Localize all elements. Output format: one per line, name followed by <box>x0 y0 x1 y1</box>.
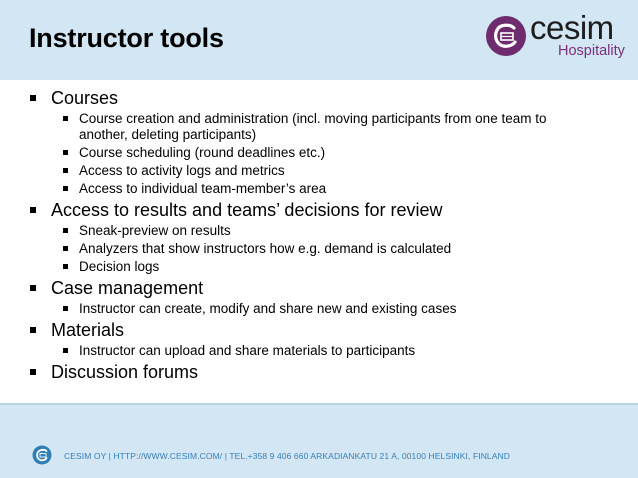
slide-title: Instructor tools <box>29 23 224 53</box>
square-bullet-icon <box>30 369 36 375</box>
sub-bullet-list <box>0 301 638 317</box>
cesim-footer-icon <box>32 445 52 465</box>
square-bullet-icon <box>30 327 36 333</box>
sub-bullet-list <box>0 343 638 359</box>
bullet-item <box>0 199 638 275</box>
bullet-text: Access to results and teams’ decisions for review <box>51 200 443 220</box>
bullet-item <box>0 361 638 383</box>
square-bullet-icon <box>63 228 68 233</box>
sub-bullet-text: Analyzers that show instructors how e.g. demand is calculated <box>79 241 452 256</box>
bullet-text: Materials <box>51 320 125 340</box>
square-bullet-icon <box>63 264 68 269</box>
sub-bullet-item <box>0 223 638 239</box>
sub-bullet-item <box>0 163 638 179</box>
sub-bullet-item <box>0 145 638 161</box>
square-bullet-icon <box>63 168 68 173</box>
bullet-text: Case management <box>51 278 204 298</box>
sub-bullet-text: Decision logs <box>79 259 160 274</box>
sub-bullet-item <box>0 301 638 317</box>
square-bullet-icon <box>63 150 68 155</box>
footer-contact: CESIM OY | HTTP://WWW.CESIM.COM/ | TEL.+358 9 406 660 ARKADIANKATU 21 A, 00100 HELSINKI, FINLAND <box>64 451 511 461</box>
sub-bullet-text: Instructor can upload and share materials to participants <box>79 343 416 358</box>
sub-bullet-text: Course scheduling (round deadlines etc.) <box>79 145 326 160</box>
slide-content <box>0 80 638 404</box>
bullet-item <box>0 319 638 359</box>
sub-bullet-item <box>0 111 638 143</box>
bullet-item <box>0 87 638 197</box>
square-bullet-icon <box>30 285 36 291</box>
slide-header <box>0 0 638 80</box>
sub-bullet-item <box>0 343 638 359</box>
sub-bullet-text: Access to individual team-member’s area <box>79 181 327 196</box>
logo-subtitle: Hospitality <box>558 43 625 59</box>
bullet-text: Discussion forums <box>51 362 199 382</box>
square-bullet-icon <box>30 95 36 101</box>
sub-bullet-item <box>0 241 638 257</box>
sub-bullet-text: Sneak-preview on results <box>79 223 231 238</box>
bullet-list <box>0 87 638 383</box>
sub-bullet-text: Access to activity logs and metrics <box>79 163 285 178</box>
sub-bullet-list <box>0 223 638 275</box>
sub-bullet-list <box>0 111 638 197</box>
sub-bullet-item <box>0 181 638 197</box>
footer-divider <box>0 403 638 405</box>
square-bullet-icon <box>63 306 68 311</box>
logo-brand-text: cesim <box>530 9 614 46</box>
square-bullet-icon <box>63 116 68 121</box>
cesim-logo-icon <box>486 16 526 56</box>
square-bullet-icon <box>63 186 68 191</box>
sub-bullet-text: Course creation and administration (incl. moving participants from one team to another, deleting participants) <box>79 111 547 142</box>
cesim-logo <box>486 9 626 62</box>
square-bullet-icon <box>63 348 68 353</box>
sub-bullet-text: Instructor can create, modify and share new and existing cases <box>79 301 457 316</box>
square-bullet-icon <box>30 207 36 213</box>
sub-bullet-item <box>0 259 638 275</box>
bullet-text: Courses <box>51 88 119 108</box>
square-bullet-icon <box>63 246 68 251</box>
bullet-item <box>0 277 638 317</box>
